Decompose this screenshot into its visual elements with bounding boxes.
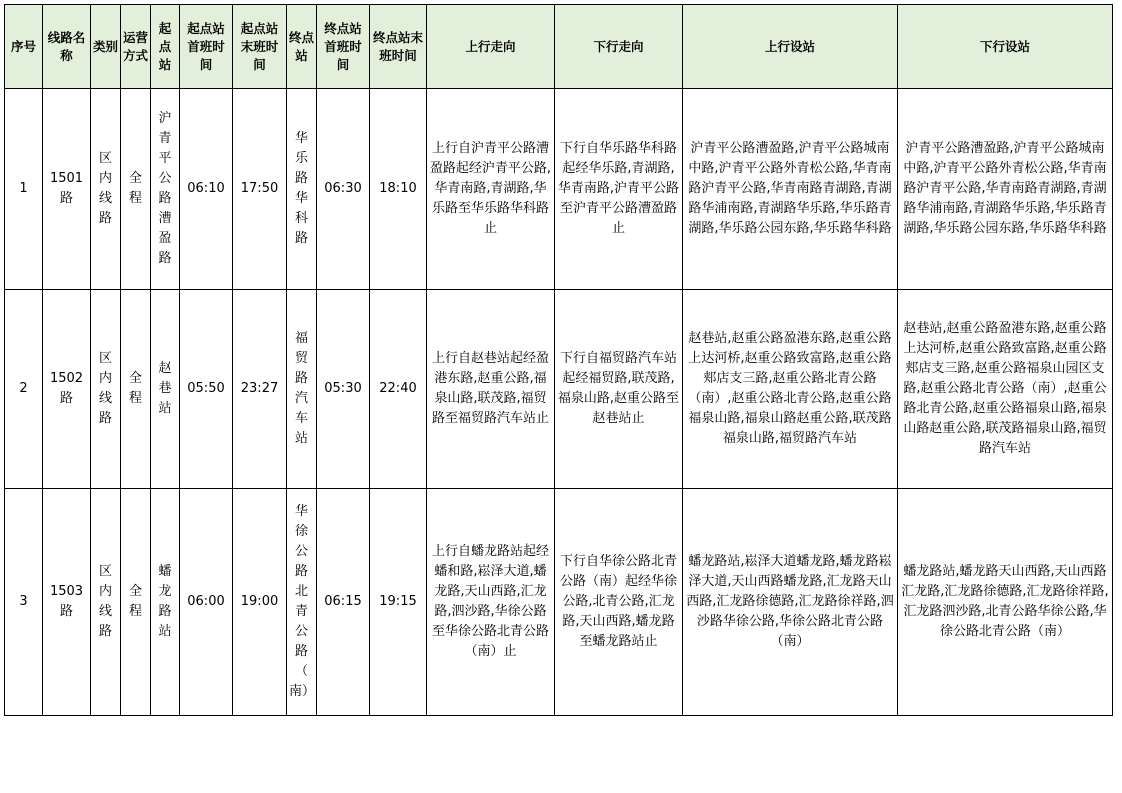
cell-start-first: 06:00: [180, 489, 233, 716]
cell-seq: 2: [5, 290, 43, 489]
cell-down-stops: 赵巷站,赵重公路盈港东路,赵重公路上达河桥,赵重公路致富路,赵重公路郏店支三路,赵重公路福泉山园区支路,赵重公路北青公路（南）,赵重公路北青公路,赵重公路福泉山路,福泉山路赵重公路,联茂路福泉山路,福贸路汽车站: [898, 290, 1113, 489]
cell-up-direction: 上行自沪青平公路漕盈路起经沪青平公路,华青南路,青湖路,华乐路至华乐路华科路止: [427, 89, 555, 290]
header-down-stops: 下行设站: [898, 5, 1113, 89]
cell-start-stop: 沪青平公路漕盈路: [151, 89, 180, 290]
header-route-name: 线路名称: [43, 5, 91, 89]
cell-category: 区内线路: [91, 489, 121, 716]
cell-end-last: 19:15: [370, 489, 427, 716]
cell-route-name: 1503路: [43, 489, 91, 716]
header-end-last: 终点站末班时间: [370, 5, 427, 89]
cell-down-stops: 沪青平公路漕盈路,沪青平公路城南中路,沪青平公路外青松公路,华青南路沪青平公路,华青南路青湖路,青湖路华浦南路,青湖路华乐路,华乐路青湖路,华乐路公园东路,华乐路华科路: [898, 89, 1113, 290]
cell-up-stops: 赵巷站,赵重公路盈港东路,赵重公路上达河桥,赵重公路致富路,赵重公路郏店支三路,赵重公路北青公路（南）,赵重公路北青公路,赵重公路福泉山路,福泉山路赵重公路,联茂路福泉山路,福贸路汽车站: [683, 290, 898, 489]
header-down-direction: 下行走向: [555, 5, 683, 89]
header-category: 类别: [91, 5, 121, 89]
header-start-first: 起点站首班时间: [180, 5, 233, 89]
cell-end-stop: 华徐公路北青公路（南）: [287, 489, 317, 716]
cell-end-first: 06:30: [317, 89, 370, 290]
header-seq: 序号: [5, 5, 43, 89]
cell-down-direction: 下行自华乐路华科路起经华乐路,青湖路,华青南路,沪青平公路至沪青平公路漕盈路止: [555, 89, 683, 290]
cell-route-name: 1501路: [43, 89, 91, 290]
cell-operation: 全程: [121, 89, 151, 290]
cell-end-stop: 华乐路华科路: [287, 89, 317, 290]
cell-route-name: 1502路: [43, 290, 91, 489]
cell-seq: 3: [5, 489, 43, 716]
header-up-stops: 上行设站: [683, 5, 898, 89]
table-row: [5, 89, 1113, 290]
cell-up-stops: 蟠龙路站,崧泽大道蟠龙路,蟠龙路崧泽大道,天山西路蟠龙路,汇龙路天山西路,汇龙路徐德路,汇龙路徐祥路,泗沙路华徐公路,华徐公路北青公路（南）: [683, 489, 898, 716]
cell-up-direction: 上行自蟠龙路站起经蟠和路,崧泽大道,蟠龙路,天山西路,汇龙路,泗沙路,华徐公路至华徐公路北青公路（南）止: [427, 489, 555, 716]
cell-start-last: 19:00: [233, 489, 287, 716]
cell-start-last: 23:27: [233, 290, 287, 489]
table-row: [5, 290, 1113, 489]
header-start-stop: 起点站: [151, 5, 180, 89]
bus-routes-table: [4, 4, 1113, 716]
cell-operation: 全程: [121, 290, 151, 489]
cell-end-last: 22:40: [370, 290, 427, 489]
cell-end-last: 18:10: [370, 89, 427, 290]
header-start-last: 起点站末班时间: [233, 5, 287, 89]
cell-start-first: 05:50: [180, 290, 233, 489]
cell-category: 区内线路: [91, 290, 121, 489]
cell-operation: 全程: [121, 489, 151, 716]
cell-down-direction: 下行自华徐公路北青公路（南）起经华徐公路,北青公路,汇龙路,天山西路,蟠龙路至蟠龙路站止: [555, 489, 683, 716]
header-row: [5, 5, 1113, 89]
cell-down-direction: 下行自福贸路汽车站起经福贸路,联茂路,福泉山路,赵重公路至赵巷站止: [555, 290, 683, 489]
cell-up-direction: 上行自赵巷站起经盈港东路,赵重公路,福泉山路,联茂路,福贸路至福贸路汽车站止: [427, 290, 555, 489]
header-end-stop: 终点站: [287, 5, 317, 89]
cell-end-first: 06:15: [317, 489, 370, 716]
header-end-first: 终点站首班时间: [317, 5, 370, 89]
header-operation: 运营方式: [121, 5, 151, 89]
cell-end-first: 05:30: [317, 290, 370, 489]
cell-end-stop: 福贸路汽车站: [287, 290, 317, 489]
cell-category: 区内线路: [91, 89, 121, 290]
table-row: [5, 489, 1113, 716]
cell-start-stop: 赵巷站: [151, 290, 180, 489]
cell-up-stops: 沪青平公路漕盈路,沪青平公路城南中路,沪青平公路外青松公路,华青南路沪青平公路,华青南路青湖路,青湖路华浦南路,青湖路华乐路,华乐路青湖路,华乐路公园东路,华乐路华科路: [683, 89, 898, 290]
cell-start-stop: 蟠龙路站: [151, 489, 180, 716]
cell-start-first: 06:10: [180, 89, 233, 290]
cell-seq: 1: [5, 89, 43, 290]
header-up-direction: 上行走向: [427, 5, 555, 89]
cell-start-last: 17:50: [233, 89, 287, 290]
cell-down-stops: 蟠龙路站,蟠龙路天山西路,天山西路汇龙路,汇龙路徐德路,汇龙路徐祥路,汇龙路泗沙路,北青公路华徐公路,华徐公路北青公路（南）: [898, 489, 1113, 716]
